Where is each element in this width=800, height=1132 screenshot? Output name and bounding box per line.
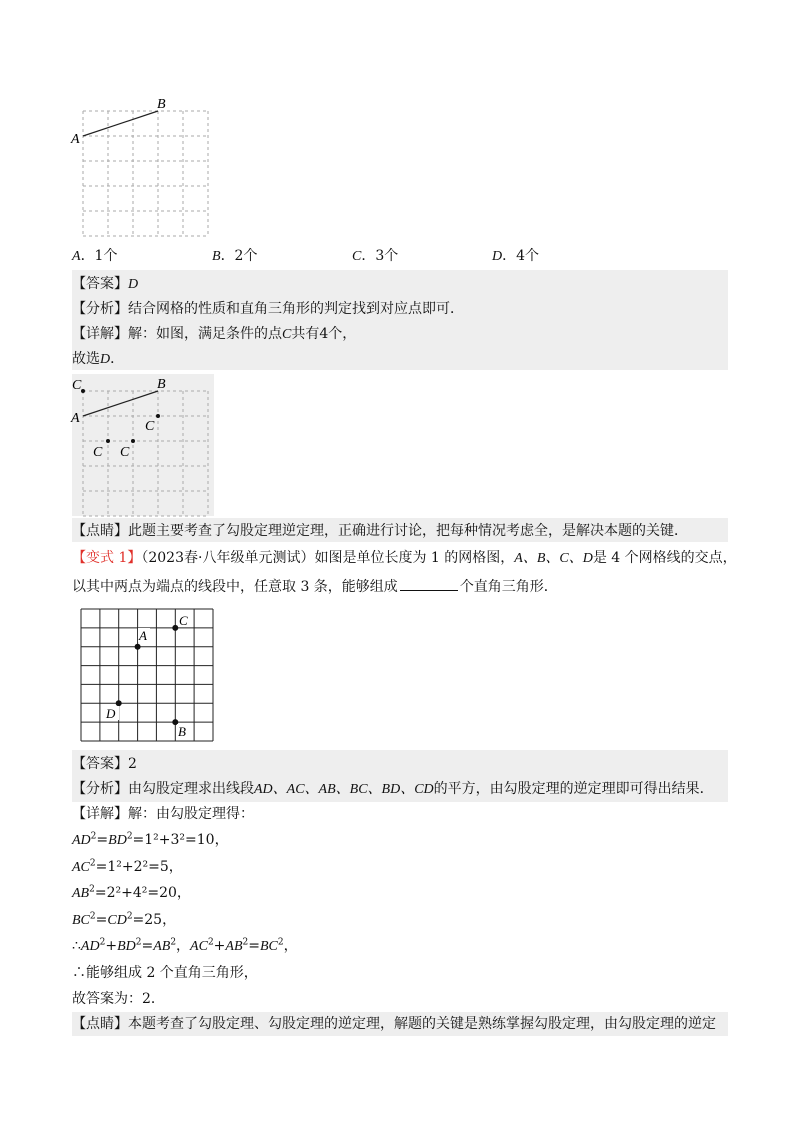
q1-detail: 【详解】解：如图，满足条件的点C共有4个， [72,326,357,342]
point-label-a: A [139,628,147,643]
option-b: B．2个 [212,248,258,264]
v1-analysis: 【分析】由勾股定理求出线段AD、AC、AB、BC、BD、CD的平方，由勾股定理的逆定理即可得出结果． [72,781,714,797]
v1-eq5: $\therefore AD^2+BD^2=AB^2$，$AC^2+AB^2=BC^2$， [72,937,298,954]
point-label-c1: C [72,378,82,393]
q1-choose: 故选D． [72,351,125,367]
v1-answer: 【答案】2 [72,756,137,772]
point-label-c4: C [120,445,130,460]
point-c3 [106,439,110,443]
point-d [116,700,122,706]
v1-conclusion: ∴能够组成 2 个直角三角形， [72,965,258,981]
v1-eq2: $AC^2=1^2+2^2=5$， [72,858,183,875]
v1-stem-line1: 【变式 1】（2023春·八年级单元测试）如图是单位长度为 1 的网格图，A、B、C、D是 4 个网格线的交点， [72,550,737,566]
q1-answer: 【答案】D [72,276,139,292]
answer-blank[interactable] [400,576,458,591]
q1-solution-grid [66,374,216,519]
point-label-c2: C [145,419,155,434]
v1-comment: 【点睛】本题考查了勾股定理、勾股定理的逆定理，解题的关键是熟练掌握勾股定理，由勾股定理的逆定 [72,1016,716,1032]
q1-comment: 【点睛】此题主要考查了勾股定理逆定理，正确进行讨论，把每种情况考虑全，是解决本题的关键． [72,523,688,539]
variant-tag: 【变式 1】 [72,550,142,566]
v1-eq4: $BC^2=CD^2=25$， [72,911,177,928]
q1-analysis: 【分析】结合网格的性质和直角三角形的判定找到对应点即可． [72,301,464,317]
point-label-c: C [179,613,188,628]
v1-final: 故答案为：2． [72,991,165,1007]
point-label-c3: C [93,445,103,460]
point-label-b: B [178,724,186,739]
option-a: A．1个 [72,248,118,264]
v1-grid-figure [78,606,218,746]
v1-detail: 【详解】解：由勾股定理得： [72,806,254,822]
point-c1 [81,389,85,393]
option-c: C．3个 [352,248,399,264]
v1-eq3: $AB^2=2^2+4^2=20$， [72,884,191,901]
point-c4 [131,439,135,443]
point-label-a: A [71,411,80,426]
point-label-a: A [71,132,80,147]
v1-eq1: $AD^2=BD^2=1^2+3^2=10$， [72,831,229,848]
option-d: D．4个 [492,248,540,264]
point-label-d: D [106,706,116,721]
q1-grid-figure [66,92,216,242]
segment-ab [83,111,158,136]
v1-stem-line2: 以其中两点为端点的线段中，任意取 3 条，能够组成 个直角三角形． [72,575,558,599]
point-a [135,644,141,650]
point-c [172,625,178,631]
point-label-b: B [157,377,166,392]
point-label-b: B [157,97,166,112]
point-c2 [156,414,160,418]
segment-ab [83,391,158,416]
